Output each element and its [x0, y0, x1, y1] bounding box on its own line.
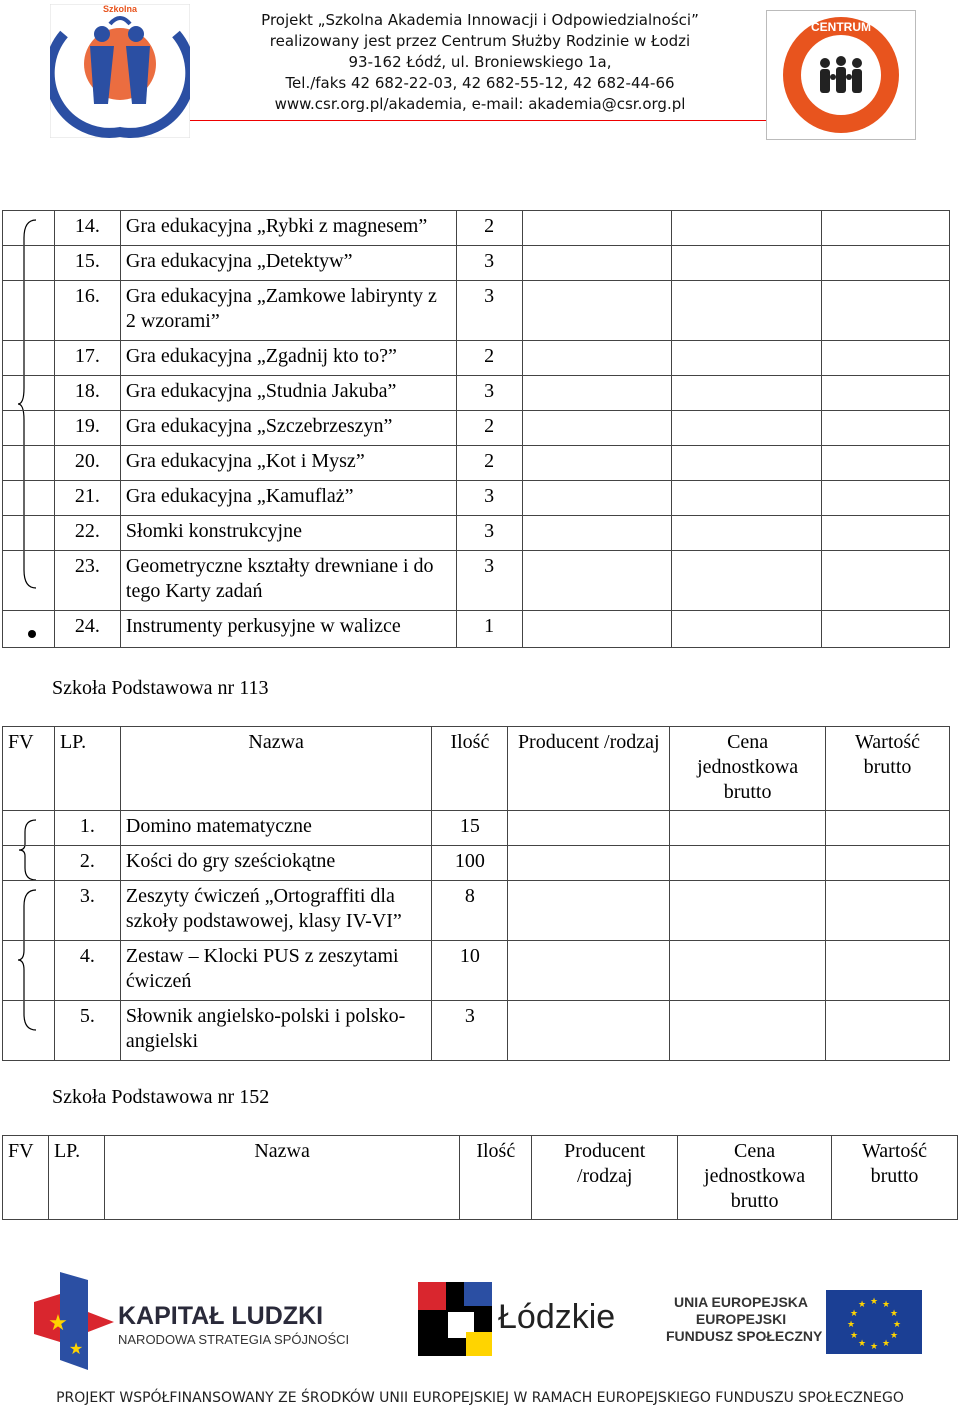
project-info-line: Projekt „Szkolna Akademia Innowacji i Odpowiedzialności” [261, 11, 699, 29]
project-info-line: 93-162 Łódź, ul. Broniewskiego 1a, [348, 53, 612, 71]
svg-text:CENTRUM: CENTRUM [811, 20, 871, 34]
svg-text:★: ★ [849, 1331, 859, 1341]
qty-cell: 15 [432, 811, 508, 846]
table-row [3, 881, 950, 941]
eu-flag-icon [826, 1290, 922, 1354]
lp-cell: 19. [54, 411, 120, 446]
svg-text:★: ★ [881, 1300, 891, 1310]
fv-cell [3, 846, 55, 881]
table-row [3, 246, 950, 281]
header-unit-price: Cena jednostkowa brutto [678, 1136, 832, 1220]
table-row [3, 551, 950, 611]
lp-cell: 3. [54, 881, 120, 941]
header-value: Wartość brutto [832, 1136, 958, 1220]
name-cell: Gra edukacyjna „Detektyw” [120, 246, 456, 281]
lp-cell: 17. [54, 341, 120, 376]
qty-cell: 3 [456, 281, 522, 341]
eu-line: EUROPEJSKI [695, 1311, 787, 1327]
header-name: Nazwa [104, 1136, 459, 1220]
fv-cell [3, 551, 55, 611]
table-row [3, 281, 950, 341]
header-row [3, 1136, 958, 1220]
header-divider [190, 120, 766, 121]
name-cell: Gra edukacyjna „Zamkowe labirynty z 2 wzorami” [120, 281, 456, 341]
svg-text:★: ★ [881, 1339, 891, 1349]
fv-cell [3, 881, 55, 941]
qty-cell: 3 [456, 551, 522, 611]
lp-cell: 22. [54, 516, 120, 551]
name-cell: Kości do gry sześciokątne [120, 846, 432, 881]
fv-cell [3, 446, 55, 481]
name-cell: Gra edukacyjna „Szczebrzeszyn” [120, 411, 456, 446]
qty-cell: 2 [456, 446, 522, 481]
kapital-ludzki-logo [30, 1272, 390, 1372]
table-row [3, 446, 950, 481]
project-info-line: www.csr.org.pl/akademia, e-mail: akademia@csr.org.pl [274, 95, 686, 113]
qty-cell: 2 [456, 411, 522, 446]
svg-text:★: ★ [857, 1339, 867, 1349]
svg-text:★: ★ [869, 1342, 879, 1352]
header-lp: LP. [54, 727, 120, 811]
academy-logo [50, 4, 190, 138]
name-cell: Słomki konstrukcyjne [120, 516, 456, 551]
svg-text:Szkolna: Szkolna [102, 4, 138, 14]
header-fv: FV [3, 1136, 49, 1220]
items-table-continued [2, 210, 950, 648]
name-cell: Gra edukacyjna „Studnia Jakuba” [120, 376, 456, 411]
name-cell: Zeszyty ćwiczeń „Ortograffiti dla szkoły podstawowej, klasy IV-VI” [120, 881, 432, 941]
table-row [3, 481, 950, 516]
table-row [3, 846, 950, 881]
fv-cell [3, 481, 55, 516]
lp-cell: 20. [54, 446, 120, 481]
school-title: Szkoła Podstawowa nr 152 [52, 1086, 270, 1108]
svg-text:★: ★ [48, 1310, 68, 1335]
items-table-school-152 [2, 1135, 958, 1220]
qty-cell: 3 [456, 246, 522, 281]
kapital-ludzki-title: KAPITAŁ LUDZKI [118, 1302, 324, 1330]
header-name: Nazwa [120, 727, 432, 811]
lp-cell: 4. [54, 941, 120, 1001]
svg-text:★: ★ [857, 1300, 867, 1310]
table-row [3, 411, 950, 446]
header-fv: FV [3, 727, 55, 811]
eu-label [666, 1294, 823, 1345]
table-row [3, 811, 950, 846]
table-row [3, 341, 950, 376]
table-row [3, 376, 950, 411]
fv-cell [3, 211, 55, 246]
lp-cell: 2. [54, 846, 120, 881]
fv-cell [3, 811, 55, 846]
lp-cell: 21. [54, 481, 120, 516]
name-cell: Słownik angielsko-polski i polsko-angielski [120, 1001, 432, 1061]
qty-cell: 100 [432, 846, 508, 881]
project-info-line: Tel./faks 42 682-22-03, 42 682-55-12, 42 682-44-66 [285, 74, 675, 92]
lodzkie-label: Łódzkie [498, 1298, 616, 1336]
svg-text:★: ★ [846, 1320, 856, 1330]
name-cell: Gra edukacyjna „Zgadnij kto to?” [120, 341, 456, 376]
lp-cell: 18. [54, 376, 120, 411]
lp-cell: 14. [54, 211, 120, 246]
name-cell: Domino matematyczne [120, 811, 432, 846]
qty-cell: 2 [456, 341, 522, 376]
header-qty: Ilość [460, 1136, 532, 1220]
table-row [3, 1001, 950, 1061]
eu-esf-logo [666, 1290, 926, 1360]
fv-cell [3, 411, 55, 446]
svg-text:★: ★ [68, 1341, 84, 1358]
qty-cell: 2 [456, 211, 522, 246]
qty-cell: 3 [432, 1001, 508, 1061]
lp-cell: 16. [54, 281, 120, 341]
qty-cell: 1 [456, 611, 522, 648]
name-cell: Geometryczne kształty drewniane i do tego Karty zadań [120, 551, 456, 611]
items-table-school-113 [2, 726, 950, 1061]
project-info [230, 10, 730, 115]
header-qty: Ilość [432, 727, 508, 811]
header-lp: LP. [48, 1136, 104, 1220]
school-title: Szkoła Podstawowa nr 113 [52, 677, 269, 699]
svg-text:★: ★ [849, 1309, 859, 1319]
header-producer: Producent /rodzaj [508, 727, 670, 811]
header-producer: Producent /rodzaj [532, 1136, 678, 1220]
lp-cell: 24. [54, 611, 120, 648]
cofinancing-note: PROJEKT WSPÓŁFINANSOWANY ZE ŚRODKÓW UNII EUROPEJSKIEJ W RAMACH EUROPEJSKIEGO FUNDUSZU SPOŁECZNEGO [56, 1390, 904, 1406]
name-cell: Zestaw – Klocki PUS z zeszytami ćwiczeń [120, 941, 432, 1001]
lp-cell: 5. [54, 1001, 120, 1061]
project-info-line: realizowany jest przez Centrum Służby Rodzinie w Łodzi [269, 32, 691, 50]
fv-cell [3, 611, 55, 648]
kapital-ludzki-emblem-icon [30, 1272, 114, 1372]
name-cell: Instrumenty perkusyjne w walizce [120, 611, 456, 648]
fv-cell [3, 376, 55, 411]
qty-cell: 3 [456, 376, 522, 411]
name-cell: Gra edukacyjna „Rybki z magnesem” [120, 211, 456, 246]
lodzkie-logo [418, 1282, 618, 1362]
qty-cell: 3 [456, 481, 522, 516]
fv-cell [3, 281, 55, 341]
eu-line: FUNDUSZ SPOŁECZNY [666, 1328, 823, 1344]
kapital-ludzki-subtitle: NARODOWA STRATEGIA SPÓJNOŚCI [118, 1332, 350, 1347]
fv-cell [3, 341, 55, 376]
table-row [3, 516, 950, 551]
name-cell: Gra edukacyjna „Kamuflaż” [120, 481, 456, 516]
table-row [3, 611, 950, 648]
svg-text:★: ★ [869, 1297, 879, 1307]
table-row [3, 941, 950, 1001]
qty-cell: 8 [432, 881, 508, 941]
svg-text:★: ★ [892, 1320, 902, 1330]
fv-cell [3, 246, 55, 281]
header-value: Wartość brutto [826, 727, 950, 811]
qty-cell: 10 [432, 941, 508, 1001]
lp-cell: 23. [54, 551, 120, 611]
qty-cell: 3 [456, 516, 522, 551]
fv-cell [3, 1001, 55, 1061]
header-unit-price: Cena jednostkowa brutto [670, 727, 826, 811]
eu-line: UNIA EUROPEJSKA [673, 1294, 809, 1310]
fv-cell [3, 941, 55, 1001]
header-row [3, 727, 950, 811]
lp-cell: 1. [54, 811, 120, 846]
table-row [3, 211, 950, 246]
svg-text:★: ★ [889, 1309, 899, 1319]
lodzkie-emblem-icon [418, 1282, 492, 1356]
name-cell: Gra edukacyjna „Kot i Mysz” [120, 446, 456, 481]
fv-cell [3, 516, 55, 551]
lp-cell: 15. [54, 246, 120, 281]
svg-text:★: ★ [889, 1331, 899, 1341]
family-center-logo [766, 10, 916, 140]
